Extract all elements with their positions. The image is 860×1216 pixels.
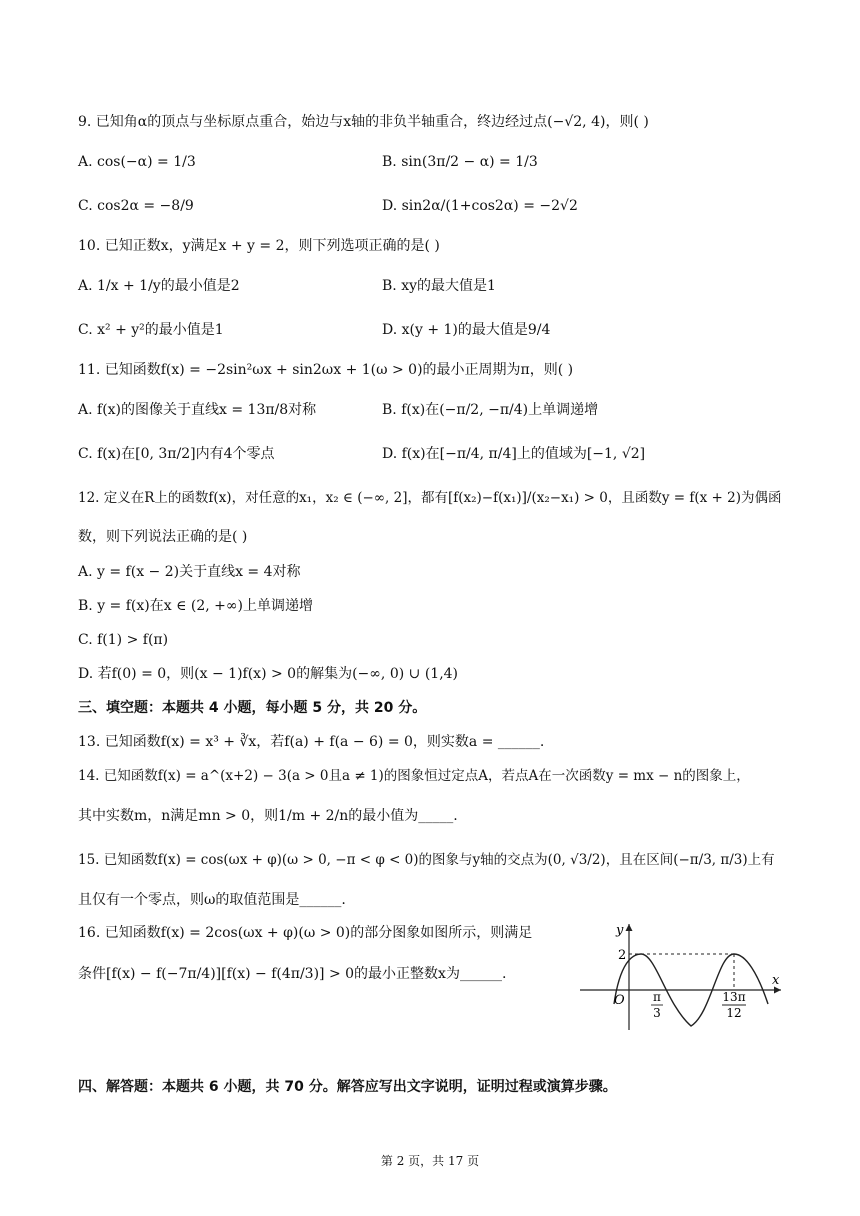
q12-option-c: C. f(1) > f(π) xyxy=(78,632,169,648)
q14-line2: 其中实数m，n满足mn > 0，则1/m + 2/n的最小值为_____. xyxy=(78,808,458,824)
q13: 13. 已知函数f(x) = x³ + ∛x，若f(a) + f(a − 6) = 0，则实数a = ______. xyxy=(78,734,545,750)
tick2-denominator: 12 xyxy=(726,1006,742,1020)
q15-line2: 且仅有一个零点，则ω的取值范围是______. xyxy=(78,892,346,908)
tick1-denominator: 3 xyxy=(653,1006,661,1020)
q16-line1: 16. 已知函数f(x) = 2cos(ωx + φ)(ω > 0)的部分图象如图所示，则满足 xyxy=(78,925,533,941)
q11-option-b: B. f(x)在(−π/2, −π/4)上单调递增 xyxy=(382,402,599,418)
q11-stem: 11. 已知函数f(x) = −2sin²ωx + sin2ωx + 1(ω > 0)的最小正周期为π，则( ) xyxy=(78,362,574,378)
q9-option-c: C. cos2α = −8/9 xyxy=(78,198,194,214)
q9-stem: 9. 已知角α的顶点与坐标原点重合，始边与x轴的非负半轴重合，终边经过点(−√2, 4)，则( ) xyxy=(78,114,649,130)
tick2-numerator: 13π xyxy=(722,990,746,1004)
section-3-heading: 三、填空题：本题共 4 小题，每小题 5 分，共 20 分。 xyxy=(78,700,427,716)
q12-stem-line1: 12. 定义在R上的函数f(x)，对任意的x₁，x₂ ∈ (−∞, 2]，都有[f(x₂)−f(x₁)]/(x₂−x₁) > 0，且函数y = f(x + 2)为偶函 xyxy=(78,490,782,506)
q10-option-d: D. x(y + 1)的最大值是9/4 xyxy=(382,322,551,338)
q10-option-c: C. x² + y²的最小值是1 xyxy=(78,322,224,338)
q10-stem: 10. 已知正数x，y满足x + y = 2，则下列选项正确的是( ) xyxy=(78,238,440,254)
tick1-numerator: π xyxy=(653,990,661,1004)
q12-option-d: D. 若f(0) = 0，则(x − 1)f(x) > 0的解集为(−∞, 0) ∪ (1,4) xyxy=(78,666,459,682)
q12-stem-line2: 数，则下列说法正确的是( ) xyxy=(78,529,248,545)
q12-option-a: A. y = f(x − 2)关于直线x = 4对称 xyxy=(78,564,301,580)
q11-option-c: C. f(x)在[0, 3π/2]内有4个零点 xyxy=(78,446,275,462)
q11-option-a: A. f(x)的图像关于直线x = 13π/8对称 xyxy=(78,402,317,418)
q9-option-a: A. cos(−α) = 1/3 xyxy=(78,154,196,170)
page-footer: 第 2 页，共 17 页 xyxy=(380,1154,480,1168)
q9-option-d: D. sin2α/(1+cos2α) = −2√2 xyxy=(382,198,578,214)
section-4-heading: 四、解答题：本题共 6 小题，共 70 分。解答应写出文字说明，证明过程或演算步骤。 xyxy=(78,1079,617,1095)
q14-line1: 14. 已知函数f(x) = a^(x+2) − 3(a > 0且a ≠ 1)的图象恒过定点A，若点A在一次函数y = mx − n的图象上， xyxy=(78,768,750,784)
q12-option-b: B. y = f(x)在x ∈ (2, +∞)上单调递增 xyxy=(78,598,314,614)
q16-line2: 条件[f(x) − f(−7π/4)][f(x) − f(4π/3)] > 0的最小正整数x为______. xyxy=(78,966,507,982)
x-axis-label: x xyxy=(772,973,780,988)
q11-option-d: D. f(x)在[−π/4, π/4]上的值域为[−1, √2] xyxy=(382,446,646,462)
q9-option-b: B. sin(3π/2 − α) = 1/3 xyxy=(382,154,538,170)
y-max-label: 2 xyxy=(618,948,627,963)
q10-option-a: A. 1/x + 1/y的最小值是2 xyxy=(78,278,240,294)
origin-label: O xyxy=(614,993,625,1008)
q15-line1: 15. 已知函数f(x) = cos(ωx + φ)(ω > 0, −π < φ < 0)的图象与y轴的交点为(0, √3/2)，且在区间(−π/3, π/3)上有 xyxy=(78,852,775,868)
y-axis-label: y xyxy=(616,923,624,938)
q16-function-graph xyxy=(576,918,788,1038)
q10-option-b: B. xy的最大值是1 xyxy=(382,278,496,294)
